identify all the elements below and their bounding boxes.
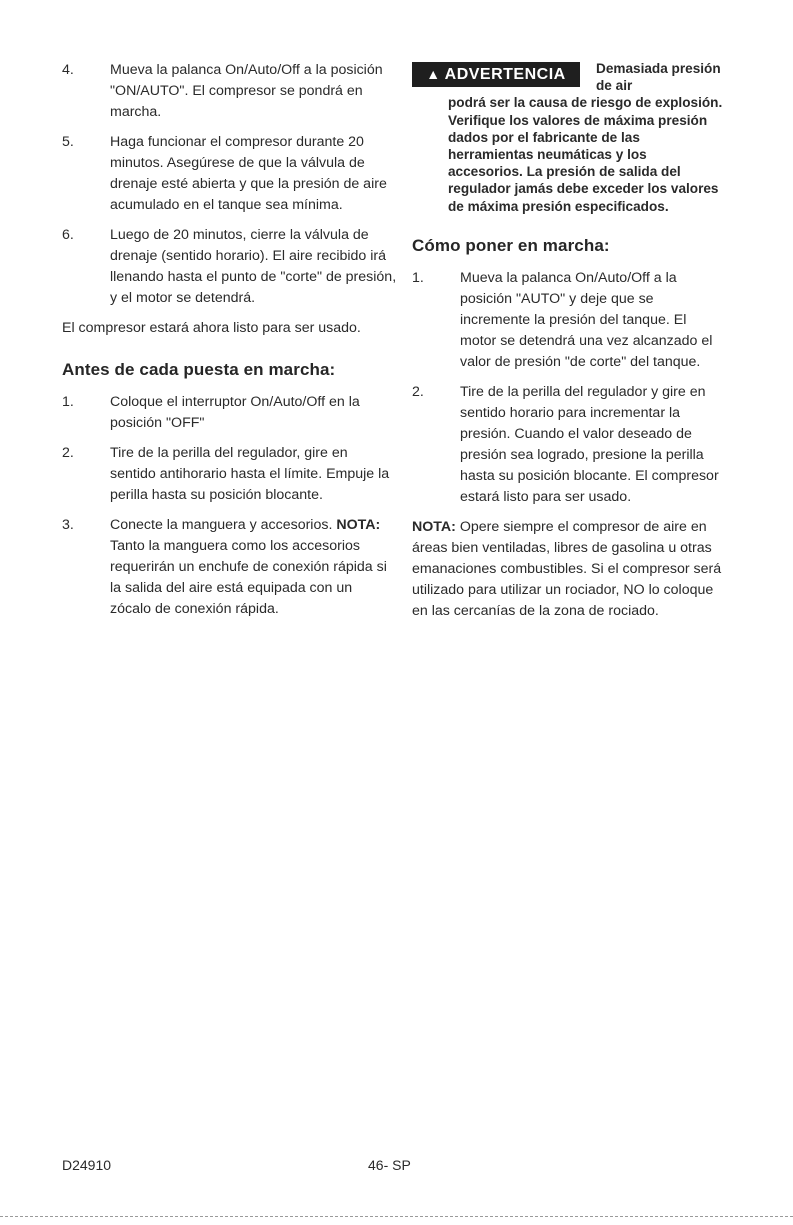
- item-text: Mueva la palanca On/Auto/Off a la posición "AUTO" y deje que se incremente la presión del tanque. El motor se detendrá una vez alcanzado el valor de presión "de corte" del tanque.: [460, 269, 713, 370]
- footer-model-number: D24910: [62, 1157, 112, 1173]
- note-text: Tanto la manguera como los accesorios requerirán un enchufe de conexión rápida si la salida del aire está equipada con un zócalo de conexión rápida.: [110, 538, 387, 617]
- item-text: Haga funcionar el compresor durante 20 minutos. Asegúrese de que la válvula de drenaje esté abierta y que la presión de aire acumulado en el tanque sea mínima.: [110, 134, 387, 213]
- item-number: 3.: [62, 517, 74, 533]
- warning-badge: [412, 62, 580, 87]
- item-text: Luego de 20 minutos, cierre la válvula de drenaje (sentido horario). El aire recibido irá llenando hasta el punto de "corte" de presión, y el motor se detendrá.: [110, 227, 397, 306]
- bottom-divider: [0, 1216, 793, 1217]
- item-number: 6.: [62, 227, 74, 243]
- list-item: [62, 225, 397, 309]
- list-item: [62, 132, 397, 216]
- list-item: [62, 60, 397, 123]
- note-label: NOTA:: [336, 517, 381, 533]
- item-number: 2.: [412, 383, 424, 400]
- list-item: [62, 515, 397, 620]
- warning-heading: Demasiada presión de air: [596, 61, 721, 94]
- list-item: [62, 392, 397, 434]
- section-title-before-startup: Antes de cada puesta en marcha:: [62, 360, 336, 379]
- item-number: 1.: [62, 394, 74, 410]
- nota-label: NOTA:: [412, 518, 456, 535]
- item-number: 1.: [412, 269, 424, 286]
- list-item: [62, 443, 397, 506]
- warning-body: podrá ser la causa de riesgo de explosión. Verifique los valores de máxima presión dados por el fabricante de las herramientas neumáticas y los accesorios. La presión de salida del regulador jamás debe exceder los valores de máxima presión especificados.: [448, 95, 723, 214]
- item-text: Tire de la perilla del regulador, gire en sentido antihorario hasta el límite. Empuje la perilla hasta su posición blocante.: [110, 445, 390, 503]
- item-number: 5.: [62, 134, 74, 150]
- item-text: Coloque el interruptor On/Auto/Off en la posición "OFF": [110, 394, 360, 431]
- item-text: Tire de la perilla del regulador y gire en sentido horario para incrementar la presión. Cuando el valor deseado de presión sea logrado, presione la perilla hasta su posición blocante. El compresor estará listo para ser usado.: [460, 383, 719, 505]
- warning-badge-label: ADVERTENCIA: [444, 65, 566, 83]
- nota-paragraph: [412, 517, 724, 622]
- closing-paragraph: El compresor estará ahora listo para ser usado.: [62, 320, 361, 336]
- item-number: 2.: [62, 445, 74, 461]
- list-item: [412, 268, 724, 373]
- nota-text: Opere siempre el compresor de aire en áreas bien ventiladas, libres de gasolina u otras emanaciones combustibles. Si el compresor será utilizado para utilizar un rociador, NO lo coloque en las cercanías de la zona de rociado.: [412, 518, 722, 619]
- footer-page-number: 46- SP: [368, 1157, 411, 1173]
- warning-box: [412, 60, 724, 215]
- item-text: Mueva la palanca On/Auto/Off a la posición "ON/AUTO". El compresor se pondrá en marcha.: [110, 62, 383, 120]
- list-item: [412, 382, 724, 508]
- right-column: [412, 60, 724, 631]
- section-title-how-to-start: Cómo poner en marcha:: [412, 235, 610, 255]
- item-number: 4.: [62, 62, 74, 78]
- warning-triangle-icon: ▲: [426, 65, 441, 82]
- item-text: Conecte la manguera y accesorios.: [110, 517, 333, 533]
- left-column: [62, 60, 397, 629]
